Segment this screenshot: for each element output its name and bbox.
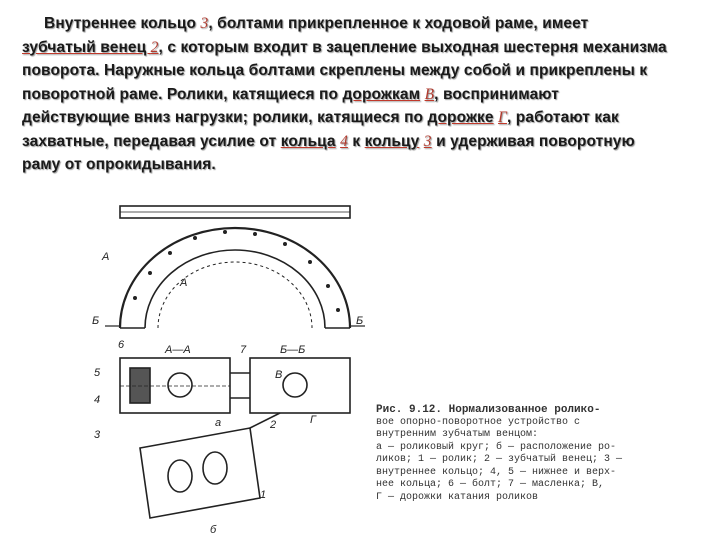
label-5: 5 <box>94 367 101 379</box>
description-paragraph <box>22 12 702 177</box>
label-section-bb: Б—Б <box>280 344 306 356</box>
paragraph-line-4 <box>22 83 702 107</box>
text-segment: , болтами прикрепленное к ходовой раме, имеет <box>208 15 589 32</box>
ref-letter-g[interactable]: Г <box>498 109 507 126</box>
caption-line: ликов; 1 — ролик; 2 — зубчатый венец; 3 — <box>376 454 623 465</box>
text-segment: , с которым входит в зацепление выходная шестерня механизма <box>158 38 667 56</box>
text-segment: действующие вниз нагрузки; ролики, катящиеся по <box>22 109 428 126</box>
label-a-top: А <box>102 251 110 263</box>
ref-link-ring-4[interactable]: кольца <box>280 132 336 150</box>
paragraph-line-7: раму от опрокидывания. <box>22 156 216 173</box>
ref-link-ring-3[interactable]: кольцу <box>364 132 420 150</box>
text-segment: Внутреннее кольцо <box>44 15 201 32</box>
label-b-left: Б <box>92 315 100 327</box>
caption-line: внутренним зубчатым венцом: <box>376 429 539 440</box>
label-a: а <box>215 417 222 429</box>
ref-number-3: 3 <box>200 15 209 32</box>
ref-number-3b[interactable]: 3 <box>423 132 432 150</box>
caption-line: вое опорно-поворотное устройство с <box>376 416 581 428</box>
caption-line: Г — дорожки катания роликов <box>376 491 539 503</box>
ref-link-gear-rim[interactable]: зубчатый венец <box>22 38 151 56</box>
label-7: 7 <box>240 344 247 356</box>
ref-letter-v[interactable]: В <box>424 85 435 103</box>
paragraph-line-2 <box>22 36 702 60</box>
label-4: 4 <box>94 394 101 406</box>
paragraph-line-1 <box>22 12 702 36</box>
paragraph-line-5 <box>22 106 702 130</box>
slewing-ring-drawing <box>80 198 370 538</box>
paragraph-line-6 <box>22 130 702 154</box>
text-segment: , воспринимают <box>434 85 559 103</box>
roller-1 <box>168 460 192 492</box>
label-6: 6 <box>118 339 125 351</box>
label-b-right: Б <box>356 315 364 327</box>
label-2: 2 <box>270 419 277 431</box>
bolt-section <box>130 368 150 403</box>
text-segment: поворотной раме. Ролики, катящиеся по <box>22 85 343 103</box>
figure-caption <box>376 404 676 504</box>
label-v: В <box>275 369 283 381</box>
roller-2 <box>203 452 227 484</box>
label-1: 1 <box>260 489 267 501</box>
ref-link-track[interactable]: дорожке <box>427 109 494 126</box>
label-section-aa: А—А <box>165 344 191 356</box>
label-g: Г <box>310 414 316 426</box>
gear-rim-arc <box>158 262 312 328</box>
outer-ring-arc <box>120 228 350 328</box>
text-segment: захватные, передавая усилие от <box>22 132 281 150</box>
text-segment: , работают как <box>506 109 619 126</box>
caption-line: нее кольца; 6 — болт; 7 — масленка; В, <box>376 479 605 490</box>
technical-drawing <box>80 198 370 538</box>
caption-title: Рис. 9.12. Нормализованное ролико- <box>376 404 601 416</box>
ref-number-2[interactable]: 2 <box>150 38 159 56</box>
roller-section <box>168 373 192 397</box>
label-a-left: А <box>180 277 188 289</box>
ref-number-4[interactable]: 4 <box>340 132 348 150</box>
text-segment: и удерживая поворотную <box>431 132 635 150</box>
caption-line: а — роликовый круг; б — расположение ро- <box>376 441 617 453</box>
inner-ring-arc <box>145 250 325 328</box>
ref-link-tracks[interactable]: дорожкам <box>342 85 421 103</box>
paragraph-line-3: поворота. Наружные кольца болтами скреплены между собой и прикреплены к <box>22 62 648 79</box>
label-b: б <box>210 524 217 536</box>
roller-section-right <box>283 373 307 397</box>
roller-cage <box>140 428 260 518</box>
label-3: 3 <box>94 429 101 441</box>
caption-line: внутреннее кольцо; 4, 5 — нижнее и верх- <box>376 466 617 478</box>
text-segment: к <box>347 132 365 150</box>
section-bb-block <box>250 358 350 413</box>
